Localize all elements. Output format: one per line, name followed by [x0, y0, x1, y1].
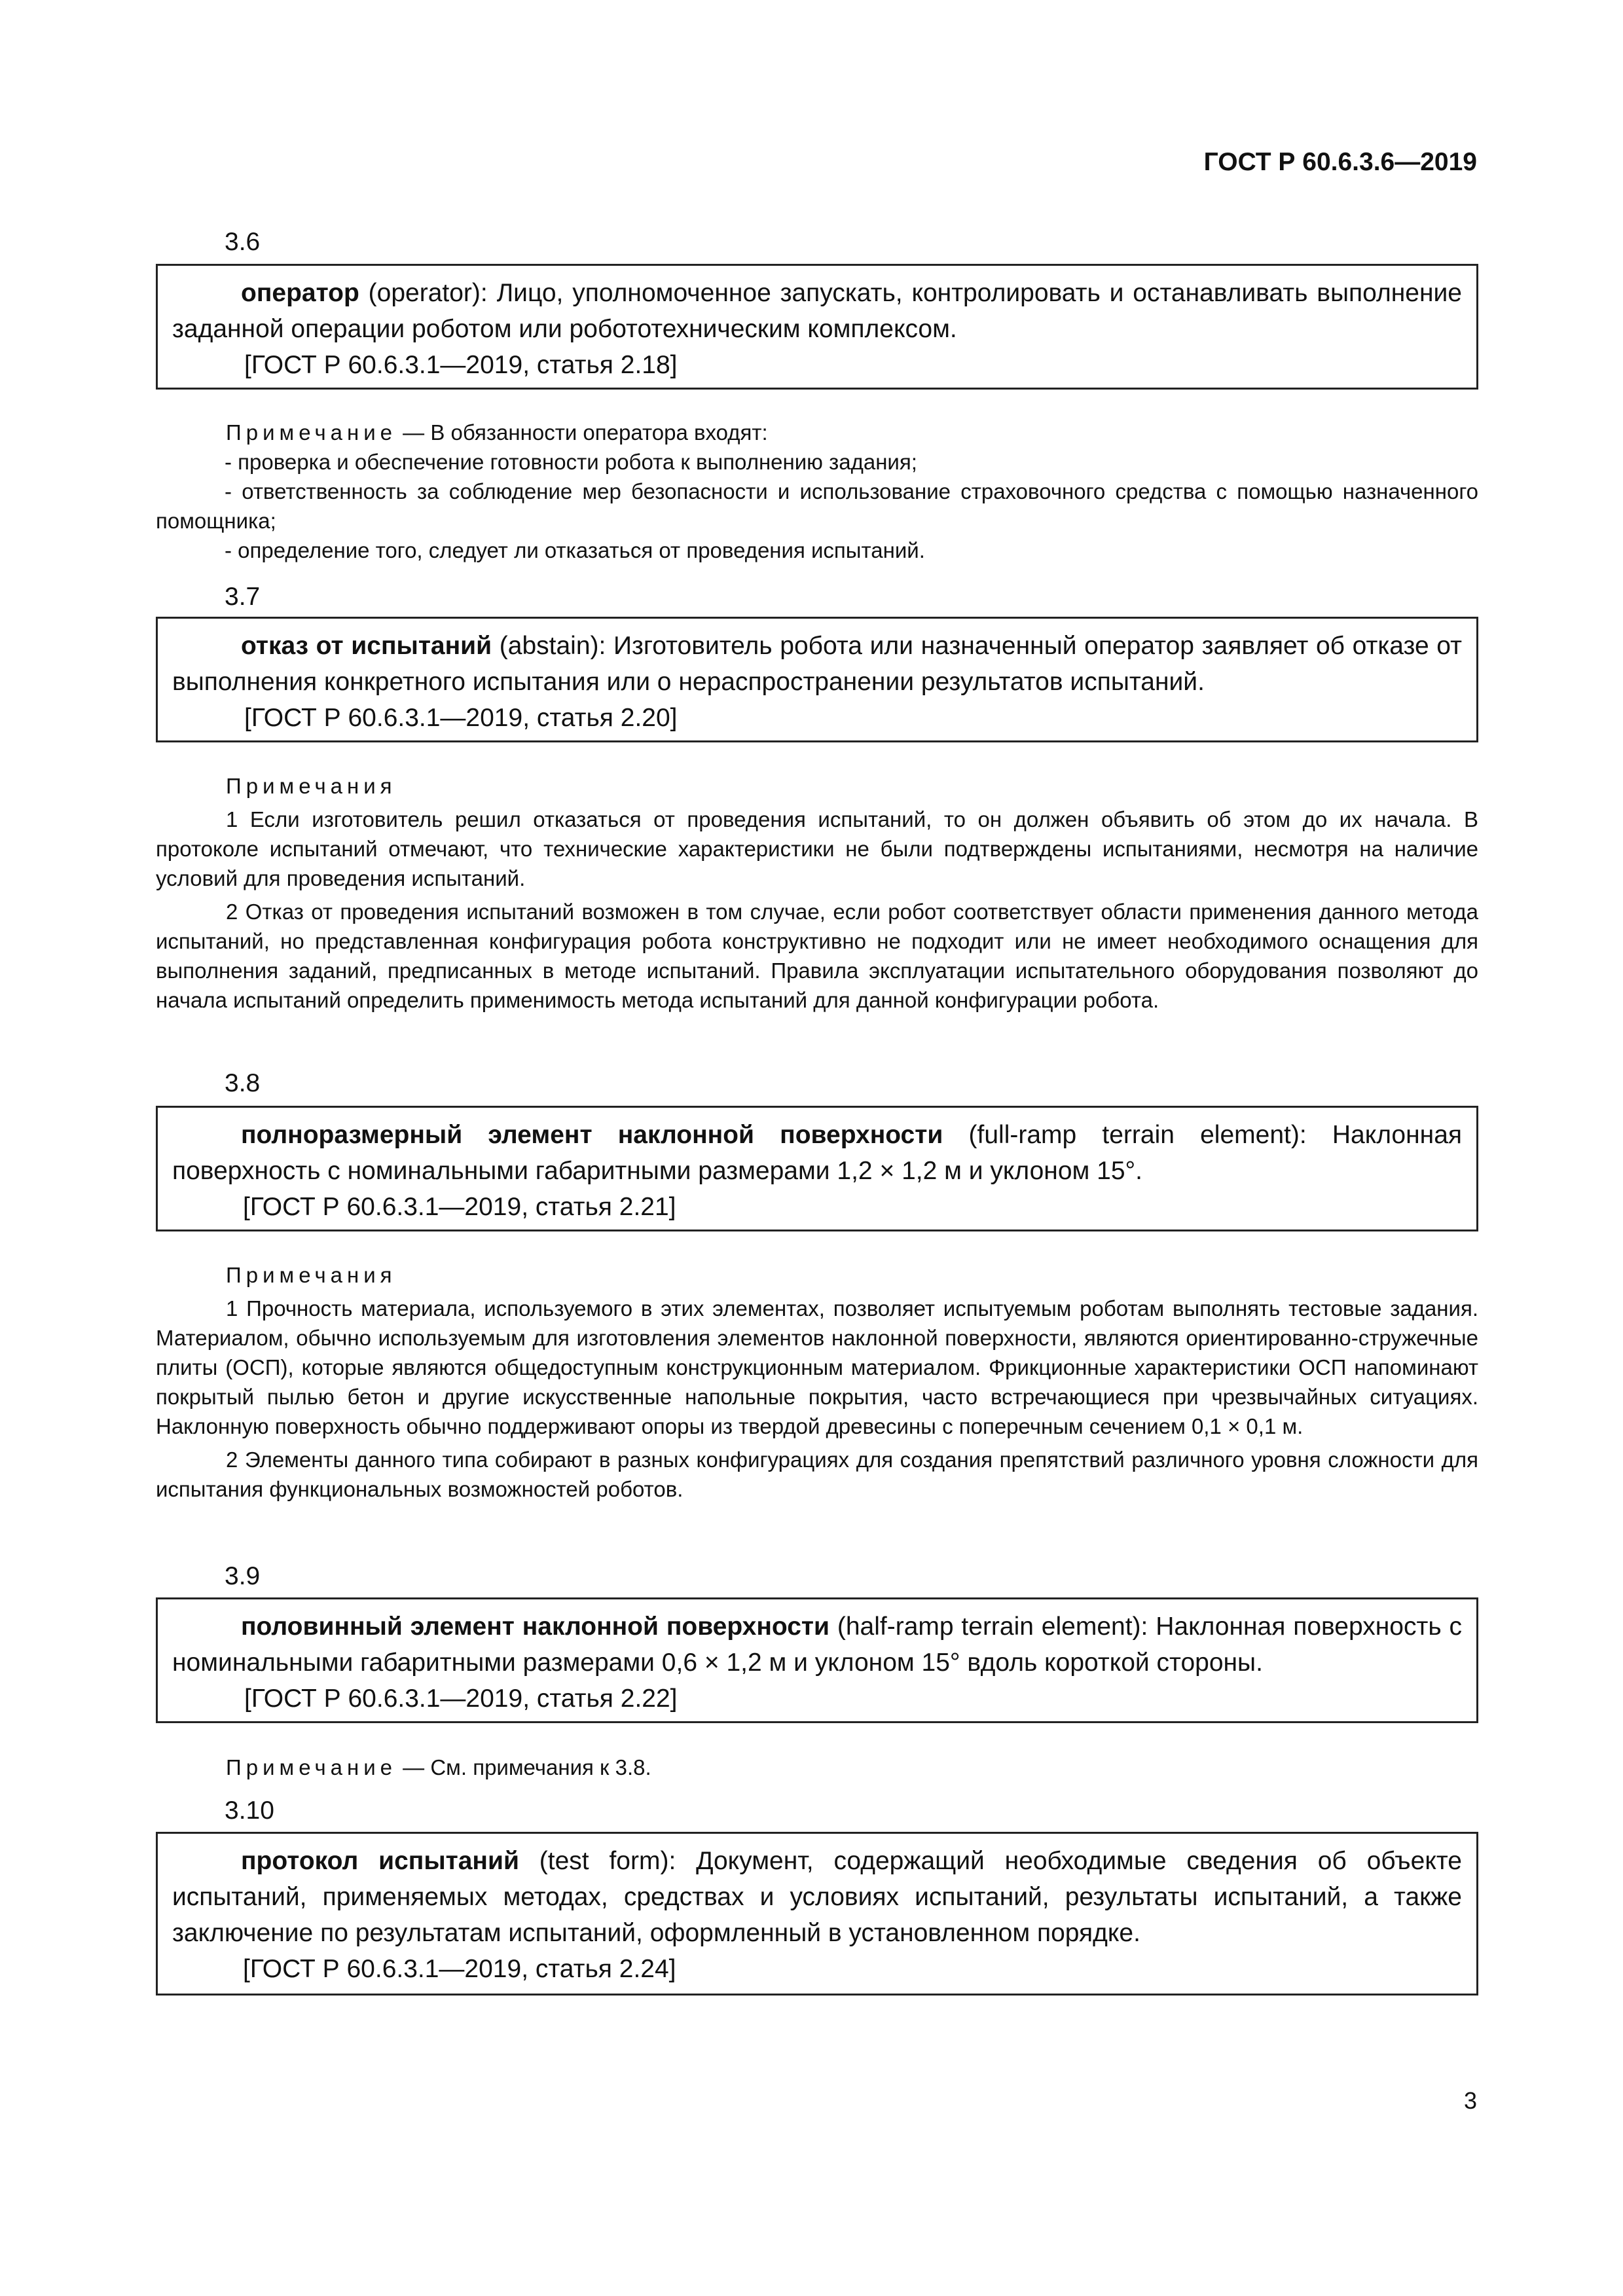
- page-number: 3: [1463, 2087, 1477, 2114]
- term-definition: [172, 275, 1462, 347]
- term-box-half-ramp: [156, 1597, 1478, 1723]
- term-name: отказ от испытаний: [241, 632, 492, 660]
- note-label: Примечания: [226, 1263, 397, 1287]
- term-source: [ГОСТ Р 60.6.3.1—2019, статья 2.18]: [244, 351, 678, 379]
- term-name: протокол испытаний: [241, 1847, 519, 1875]
- term-definition: [172, 1609, 1462, 1681]
- term-source: [ГОСТ Р 60.6.3.1—2019, статья 2.21]: [243, 1193, 676, 1221]
- note-label: Примечания: [226, 774, 397, 798]
- note-label: Примечание: [226, 1755, 397, 1779]
- note-3-7: [156, 771, 1478, 1015]
- term-name: половинный элемент наклонной поверхности: [241, 1613, 830, 1641]
- term-definition: [172, 628, 1462, 700]
- term-text: : Документ, содержащий необходимые сведения об объекте испытаний, применяемых методах, средствах и условиях испытаний, результаты испытаний, а также заключение по результатам испытаний, оформленный в установленном порядке.: [172, 1847, 1462, 1947]
- note-item: 1 Если изготовитель решил отказаться от проведения испытаний, то он должен объявить об этом до их начала. В протоколе испытаний отмечают, что технические характеристики не были подтверждены испытаниями, несмотря на наличие условий для проведения испытаний.: [156, 807, 1478, 890]
- term-definition: [172, 1117, 1462, 1189]
- term-box-operator: [156, 264, 1478, 390]
- term-text: : Лицо, уполномоченное запускать, контролировать и останавливать выполнение заданной операции роботом или робототехническим комплексом.: [172, 279, 1462, 343]
- note-item: 2 Отказ от проведения испытаний возможен в том случае, если робот соответствует области применения данного метода испытаний, но представленная конфигурация робота конструктивно не подходит или не имеет необходимого оснащения для выполнения заданий, предписанных в методе испытаний. Правила эксплуатации испытательного оборудования позволяют до начала испытаний определить применимость метода испытаний для данной конфигурации робота.: [156, 900, 1478, 1012]
- note-item: - проверка и обеспечение готовности робота к выполнению задания;: [225, 450, 917, 474]
- term-source: [ГОСТ Р 60.6.3.1—2019, статья 2.24]: [243, 1955, 676, 1983]
- term-english: (operator): [359, 279, 481, 307]
- entry-number-3-9: 3.9: [225, 1562, 261, 1590]
- term-box-test-form: [156, 1832, 1478, 1995]
- term-english: (full-ramp terrain element): [943, 1121, 1300, 1149]
- note-3-9: [156, 1753, 1478, 1782]
- note-lead: — См. примечания к 3.8.: [397, 1755, 651, 1779]
- term-text: : Наклонная поверхность с номинальными габаритными размерами 0,6 × 1,2 м и уклоном 15° вдоль короткой стороны.: [172, 1613, 1463, 1677]
- term-text: : Наклонная поверхность с номинальными габаритными размерами 1,2 × 1,2 м и уклоном 15°.: [172, 1121, 1463, 1185]
- term-name: полноразмерный элемент наклонной поверхности: [241, 1121, 943, 1149]
- term-text: : Изготовитель робота или назначенный оператор заявляет об отказе от выполнения конкретного испытания или о нераспространении результатов испытаний.: [172, 632, 1462, 696]
- note-item: 2 Элементы данного типа собирают в разных конфигурациях для создания препятствий различного уровня сложности для испытания функциональных возможностей роботов.: [156, 1448, 1478, 1501]
- note-lead: — В обязанности оператора входят:: [397, 420, 768, 445]
- note-3-8: [156, 1260, 1478, 1504]
- term-name: оператор: [241, 279, 359, 307]
- term-box-abstain: [156, 617, 1478, 742]
- note-item: - определение того, следует ли отказаться от проведения испытаний.: [225, 538, 925, 562]
- note-3-6: [156, 418, 1478, 565]
- entry-number-3-6: 3.6: [225, 228, 261, 256]
- entry-number-3-8: 3.8: [225, 1069, 261, 1097]
- term-source: [ГОСТ Р 60.6.3.1—2019, статья 2.22]: [244, 1685, 678, 1713]
- term-definition: [172, 1843, 1462, 1951]
- term-english: (test form): [519, 1847, 669, 1875]
- entry-number-3-10: 3.10: [225, 1796, 274, 1825]
- term-english: (half-ramp terrain element): [830, 1613, 1141, 1641]
- document-header-code: ГОСТ Р 60.6.3.6—2019: [1203, 148, 1477, 176]
- note-label: Примечание: [226, 420, 397, 445]
- note-item: - ответственность за соблюдение мер безопасности и использование страховочного средства с помощью назначенного помощника;: [156, 479, 1478, 533]
- entry-number-3-7: 3.7: [225, 583, 261, 611]
- note-item: 1 Прочность материала, используемого в этих элементах, позволяет испытуемым роботам выполнять тестовые задания. Материалом, обычно используемым для изготовления элементов наклонной поверхности, являются ориентированно-стружечные плиты (ОСП), которые являются общедоступным конструкционным материалом. Фрикционные характеристики ОСП напоминают покрытый пылью бетон и другие искусственные напольные покрытия, часто встречающиеся при чрезвычайных ситуациях. Наклонную поверхность обычно поддерживают опоры из твердой древесины с поперечным сечением 0,1 × 0,1 м.: [156, 1296, 1478, 1438]
- term-box-full-ramp: [156, 1106, 1478, 1231]
- term-english: (abstain): [492, 632, 599, 660]
- term-source: [ГОСТ Р 60.6.3.1—2019, статья 2.20]: [244, 704, 678, 732]
